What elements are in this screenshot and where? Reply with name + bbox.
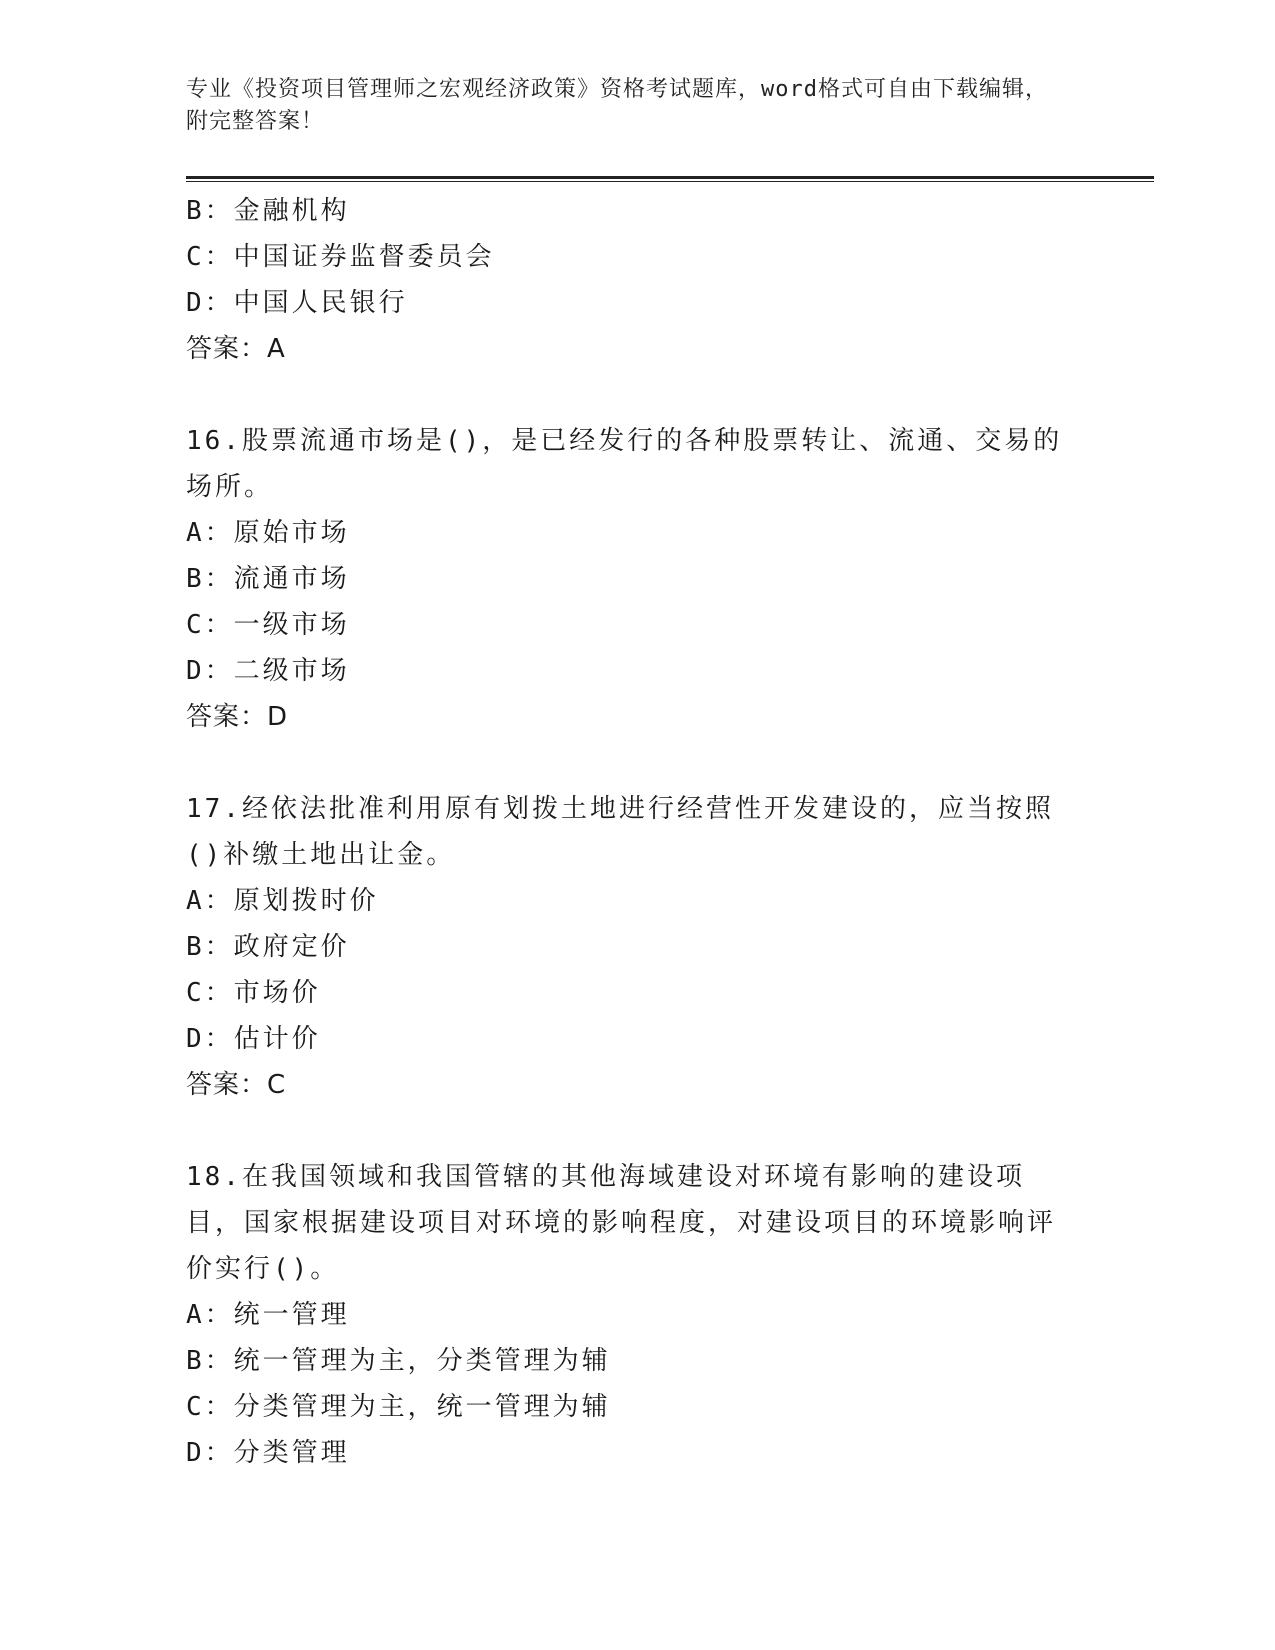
option-d: D：二级市场: [186, 656, 350, 686]
answer: 答案：A: [186, 334, 286, 364]
question-stem: 17.经依法批准利用原有划拨土地进行经营性开发建设的，应当按照()补缴土地出让金。: [186, 794, 1054, 870]
option-d: D：估计价: [186, 1024, 321, 1054]
option-a: A：原划拨时价: [186, 886, 379, 916]
header-divider-thin: [186, 181, 1154, 182]
answer: 答案：C: [186, 1070, 287, 1100]
page-header: 专业《投资项目管理师之宏观经济政策》资格考试题库，word格式可自由下载编辑，附完整答案！: [186, 77, 1048, 134]
spacer: [186, 1108, 1086, 1154]
option-c: C：分类管理为主，统一管理为辅: [186, 1392, 611, 1422]
option-c: C：中国证券监督委员会: [186, 242, 495, 272]
question-15: [186, 188, 1086, 372]
header-divider-thick: [186, 176, 1154, 179]
option-b: B：金融机构: [186, 196, 350, 226]
question-18: [186, 1154, 1086, 1476]
option-d: D：分类管理: [186, 1438, 350, 1468]
spacer: [186, 372, 1086, 418]
question-stem: 18.在我国领域和我国管辖的其他海域建设对环境有影响的建设项目，国家根据建设项目对环境的影响程度，对建设项目的环境影响评价实行()。: [186, 1162, 1057, 1284]
option-b: B：政府定价: [186, 932, 350, 962]
option-b: B：统一管理为主，分类管理为辅: [186, 1346, 611, 1376]
option-a: A：统一管理: [186, 1300, 350, 1330]
answer: 答案：D: [186, 702, 289, 732]
option-b: B：流通市场: [186, 564, 350, 594]
option-d: D：中国人民银行: [186, 288, 408, 318]
question-16: [186, 418, 1086, 740]
question-17: [186, 786, 1086, 1108]
option-c: C：市场价: [186, 978, 321, 1008]
option-a: A：原始市场: [186, 518, 350, 548]
question-stem: 16.股票流通市场是()，是已经发行的各种股票转让、流通、交易的场所。: [186, 426, 1063, 502]
option-c: C：一级市场: [186, 610, 350, 640]
spacer: [186, 740, 1086, 786]
question-list: [186, 188, 1086, 1476]
